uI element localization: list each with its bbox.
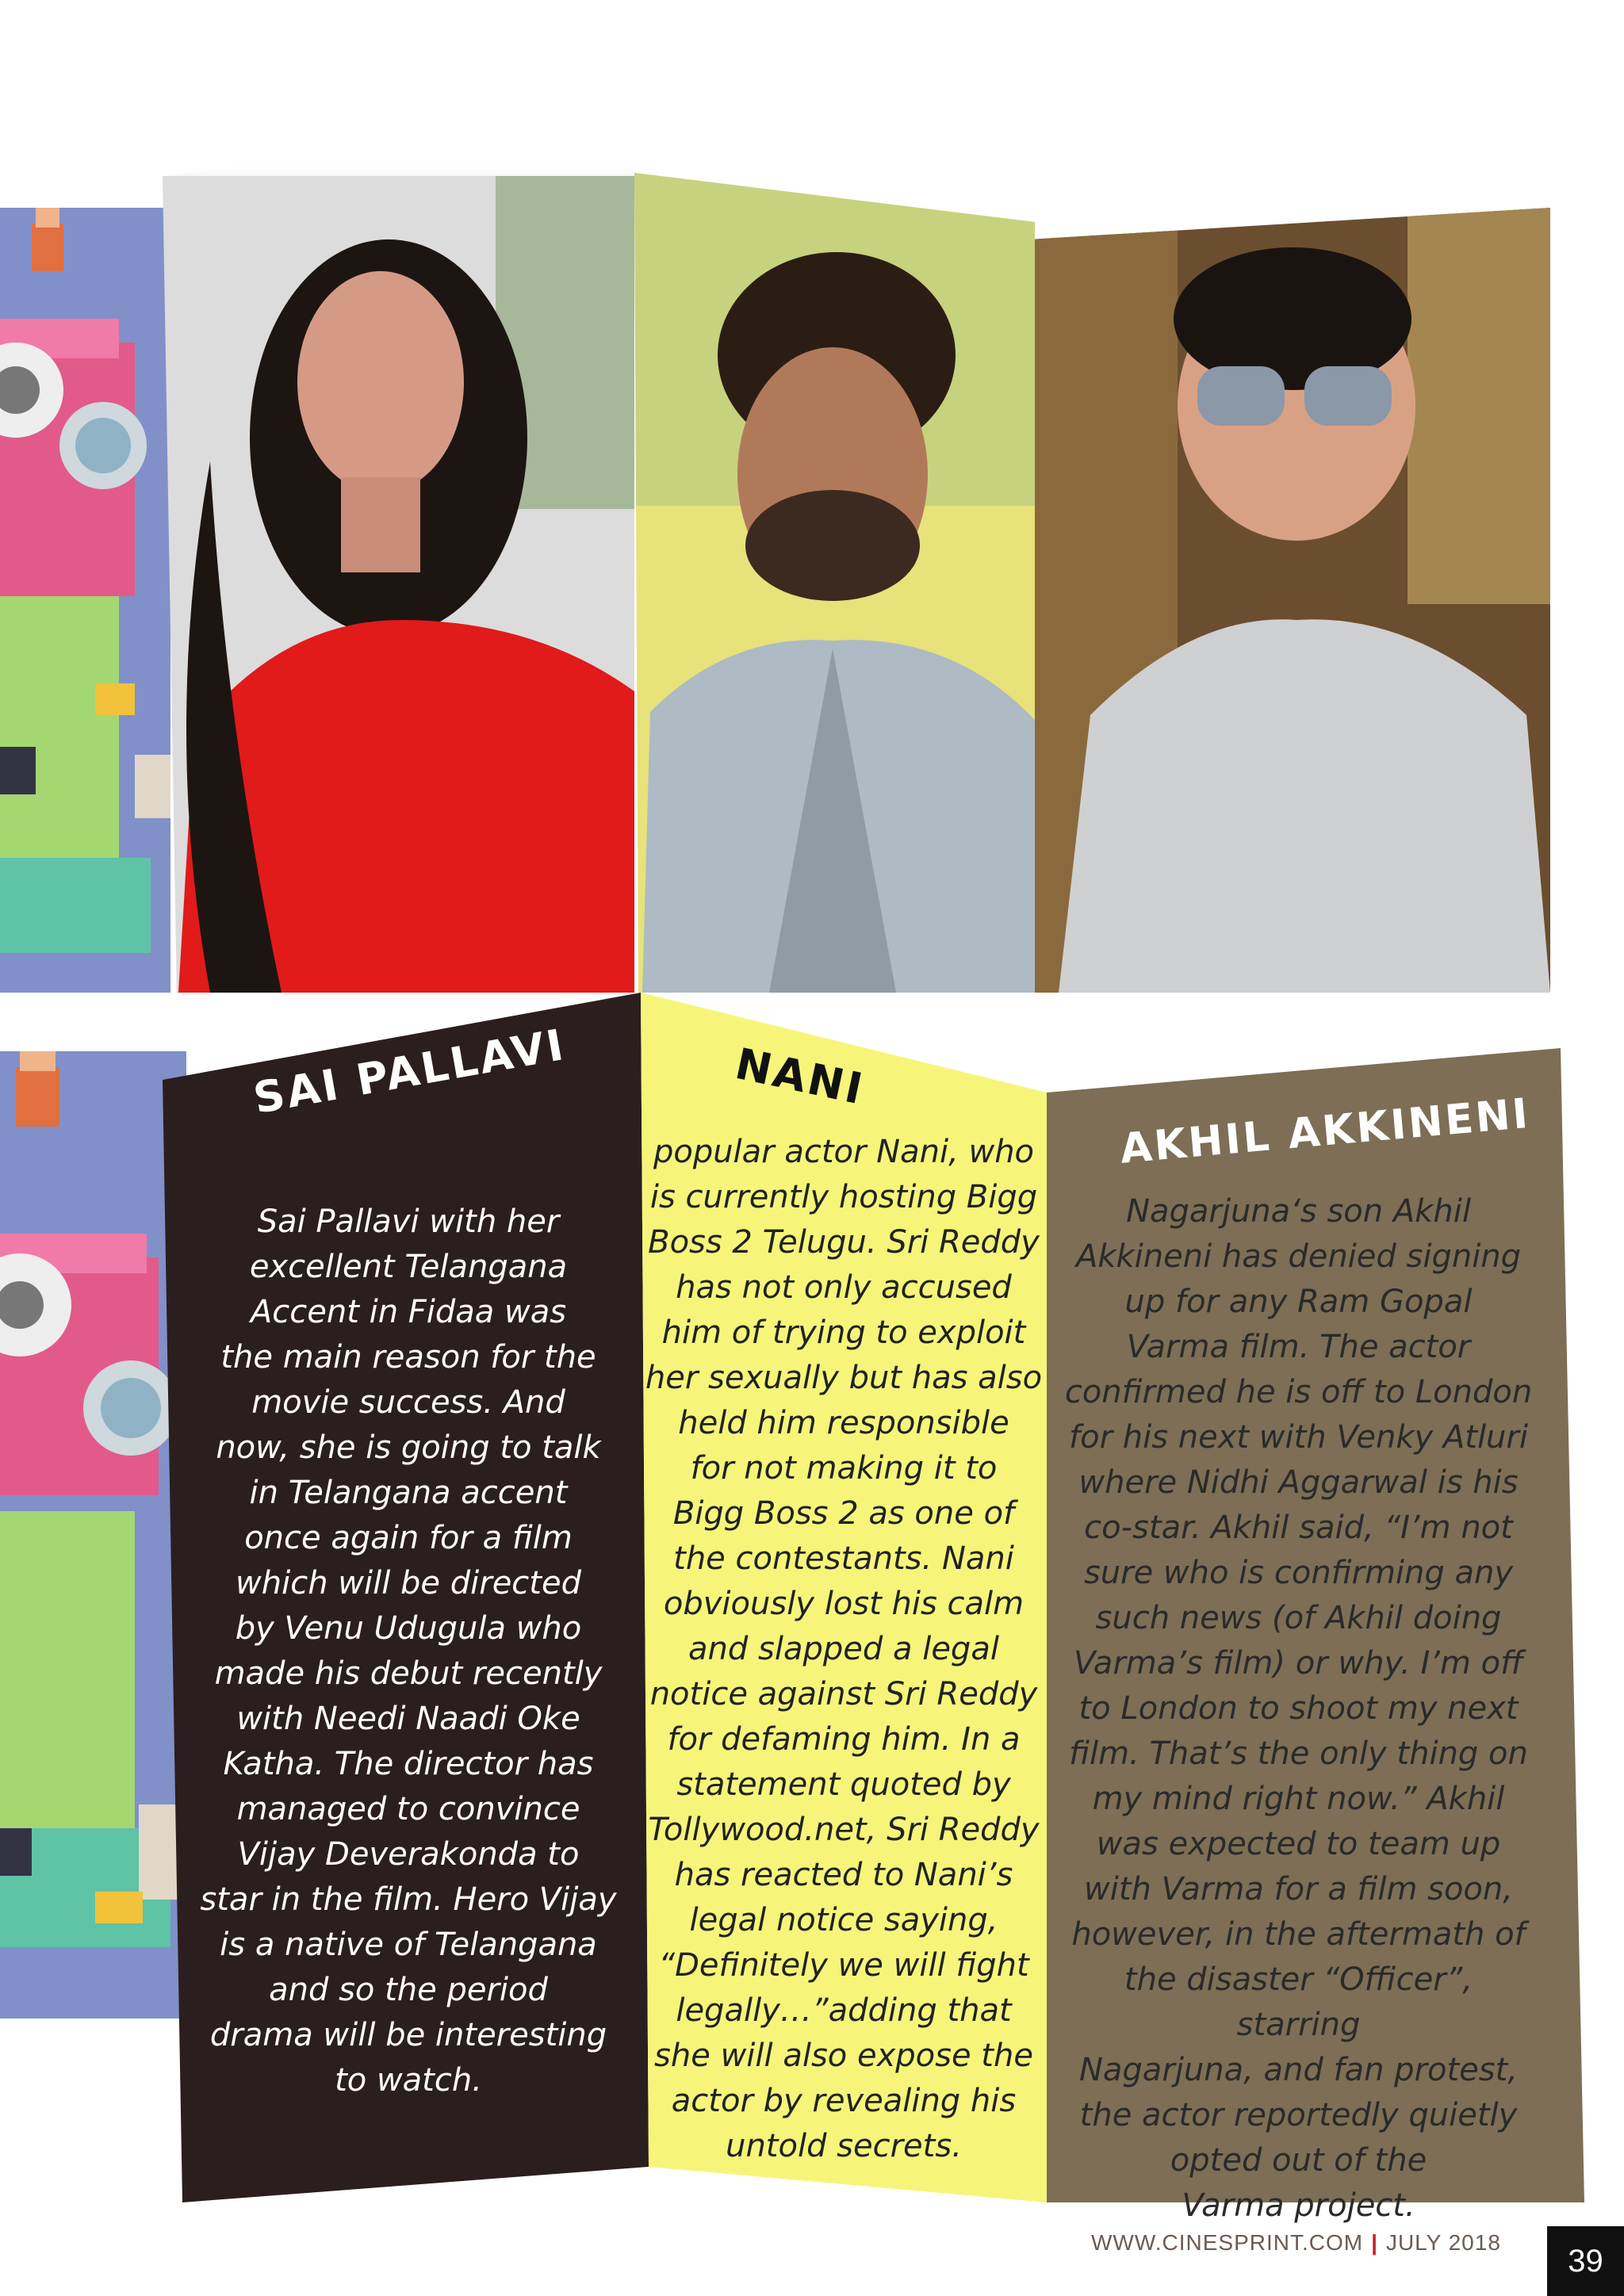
heading-sai-pallavi: SAI PALLAVI <box>250 1019 569 1124</box>
footer-credit <box>1091 2230 1501 2256</box>
footer-website: WWW.CINESPRINT.COM <box>1091 2230 1364 2255</box>
heading-nani: NANI <box>730 1039 869 1115</box>
body-sai-pallavi: Sai Pallavi with her excellent Telangana Accent in Fidaa was the main reason for the movie success. And now, she is going to talk in Telangana accent once again for a film which will be directed by Venu Udugula who made his debut recently with Needi Naadi Oke Katha. The director has managed to convince Vijay Deverakonda to star in the film. Hero Vijay is a native of Telangana and so the period drama will be interesting to watch. <box>200 1203 617 2099</box>
footer-issue: JULY 2018 <box>1385 2230 1501 2255</box>
body-akhil-akkineni: Nagarjuna‘s son Akhil Akkineni has denied signing up for any Ram Gopal Varma film. The actor confirmed he is off to London for his next with Venky Atluri where Nidhi Aggarwal is his co-star. Akhil said, “I’m not sure who is confirming any such news (of Akhil doing Varma’s film) or why. I’m off to London to shoot my next film. That’s the only thing on my mind right now.” Akhil was expected to team up with Varma for a film soon, however, in the aftermath of the disaster “Officer”, starring Nagarjuna, and fan protest, the actor reportedly quietly opted out of the Varma project. <box>1064 1193 1533 2224</box>
body-nani: popular actor Nani, who is currently hosting Bigg Boss 2 Telugu. Sri Reddy has not only accused him of trying to exploit her sexually but has also held him responsible for not making it to Bigg Boss 2 as one of the contestants. Nani obviously lost his calm and slapped a legal notice against Sri Reddy for defaming him. In a statement quoted by Tollywood.net, Sri Reddy has reacted to Nani’s legal notice saying, “Definitely we will fight legally…”adding that she will also expose the actor by revealing his untold secrets. <box>645 1134 1043 2164</box>
footer-separator: | <box>1371 2230 1378 2255</box>
page-number: 39 <box>1547 2226 1624 2296</box>
heading-akhil-akkineni: AKHIL AKKINENI <box>1118 1089 1532 1173</box>
